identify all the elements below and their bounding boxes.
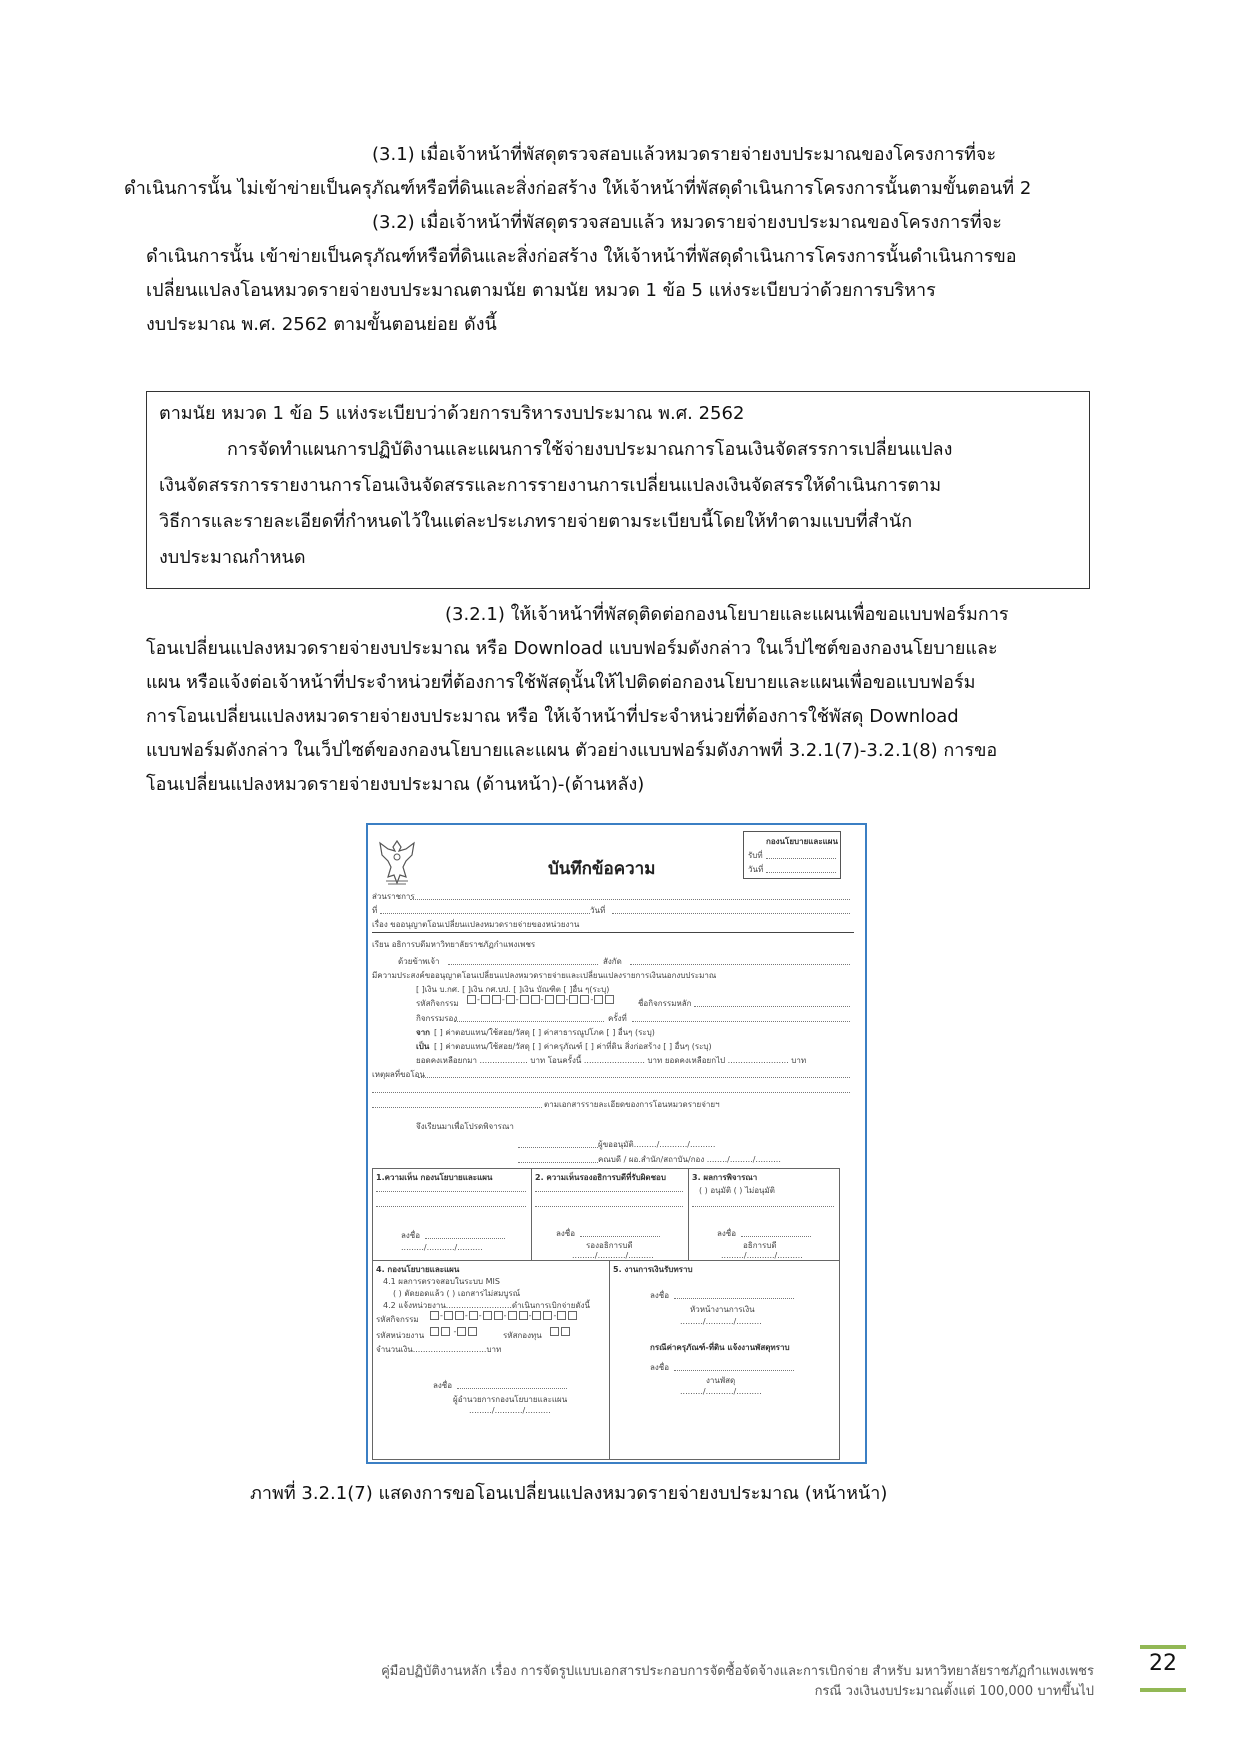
figure-caption: ภาพที่ 3.2.1(7) แสดงการขอโอนเปลี่ยนแปลงหมวดรายจ่ายงบประมาณ (หน้าหน้า) xyxy=(250,1483,888,1504)
section-5-date: ........./.........../.......... xyxy=(680,1317,762,1326)
section-3-title: 3. ผลการพิจารณา xyxy=(692,1173,758,1182)
requester-line: ผู้ขออนุมัติ........./.........../.......... xyxy=(598,1140,716,1149)
balance-line: ยอดคงเหลือยกมา ................... บาท โอนครั้งนี้ ........................ บาท ยอดคงเหลือยกไป ........................ บาท xyxy=(416,1056,807,1065)
section-4-1: 4.1 ผลการตรวจสอบในระบบ MIS xyxy=(383,1277,500,1286)
section-2-sign: ลงชื่อ xyxy=(556,1229,576,1238)
section-5-title: 5. งานการเงินรับทราบ xyxy=(613,1265,693,1274)
garuda-emblem-icon xyxy=(376,837,418,887)
page-number: 22 xyxy=(1149,1651,1177,1676)
policy-director-title: ผู้อำนวยการกองนโยบายและแผน xyxy=(453,1395,568,1404)
asset-case-line: กรณีค่าครุภัณฑ์-ที่ดิน แจ้งงานพัสดุทราบ xyxy=(650,1343,790,1352)
from-label: จาก xyxy=(416,1028,431,1037)
section-4-activity-code-boxes: - - - - - - xyxy=(429,1311,578,1320)
section-3-options: ( ) อนุมัติ ( ) ไม่อนุมัติ xyxy=(699,1186,775,1195)
from-options: [ ] ค่าตอบแทน/ใช้สอย/วัสดุ [ ] ค่าสาธารณูปโภค [ ] อื่นๆ (ระบุ) xyxy=(434,1028,655,1037)
vp-title: รองอธิการบดี xyxy=(586,1241,633,1250)
footer-line-2: กรณี วงเงินงบประมาณตั้งแต่ 100,000 บาทขึ้นไป xyxy=(814,1684,1094,1699)
section-4-2: 4.2 แจ้งหน่วยงาน..........................ดำเนินการเบิกจ่ายดังนี้ xyxy=(383,1301,591,1310)
page-number-top-bar xyxy=(1140,1645,1186,1649)
supply-sign: ลงชื่อ xyxy=(650,1363,670,1372)
to-line: เรียน อธิการบดีมหาวิทยาลัยราชภัฏกำแพงเพชร xyxy=(372,940,536,949)
ref-no-label: ที่ xyxy=(372,906,378,915)
section-4-date: ........./.........../.......... xyxy=(469,1406,551,1415)
reason-label: เหตุผลที่ขอโอน xyxy=(372,1070,425,1079)
para-3-2-line-1: (3.2) เมื่อเจ้าหน้าที่พัสดุตรวจสอบแล้ว หมวดรายจ่ายงบประมาณของโครงการที่จะ xyxy=(372,212,1002,233)
para-3-1-line-2: ดำเนินการนั้น ไม่เข้าข่ายเป็นครุภัณฑ์หรือที่ดินและสิ่งก่อสร้าง ให้เจ้าหน้าที่พัสดุดำเนินการโครงการนั้นตามขั้นตอนที่ 2 xyxy=(124,178,1032,199)
para-3-2-1-line-2: โอนเปลี่ยนแปลงหมวดรายจ่ายงบประมาณ หรือ Download แบบฟอร์มดังกล่าว ในเว็ปไซต์ของกองนโยบายและ xyxy=(146,638,998,659)
supply-date: ........./.........../.......... xyxy=(680,1387,762,1396)
section-1-cell xyxy=(372,1168,532,1261)
para-3-1-line-1: (3.1) เมื่อเจ้าหน้าที่พัสดุตรวจสอบแล้วหมวดรายจ่ายงบประมาณของโครงการที่จะ xyxy=(372,144,997,165)
quote-line-1: ตามนัย หมวด 1 ข้อ 5 แห่งระเบียบว่าด้วยการบริหารงบประมาณ พ.ศ. 2562 xyxy=(159,403,745,424)
subject-line: เรื่อง ขออนุญาตโอนเปลี่ยนแปลงหมวดรายจ่ายของหน่วยงาน xyxy=(372,920,580,929)
supply-title: งานพัสดุ xyxy=(706,1376,736,1385)
footer-line-1: คู่มือปฏิบัติงานหลัก เรื่อง การจัดรูปแบบเอกสารประกอบการจัดซื้อจัดจ้างและการเบิกจ่าย สำหรับ มหาวิทยาลัยราชภัฏกำแพงเพชร xyxy=(381,1664,1094,1679)
para-3-2-line-2: ดำเนินการนั้น เข้าข่ายเป็นครุภัณฑ์หรือที่ดินและสิ่งก่อสร้าง ให้เจ้าหน้าที่พัสดุดำเนินการโครงการนั้นดำเนินการขอ xyxy=(146,246,1017,267)
section-1-sign: ลงชื่อ xyxy=(401,1231,421,1240)
agency-label: ส่วนราชการ xyxy=(372,892,415,901)
finance-head-title: หัวหน้างานการเงิน xyxy=(690,1305,755,1314)
section-4-activity-code-label: รหัสกิจกรรม xyxy=(376,1315,419,1324)
president-title: อธิการบดี xyxy=(743,1241,777,1250)
times-label: ครั้งที่ xyxy=(608,1014,627,1023)
regulation-quote-box xyxy=(146,391,1090,589)
section-1-title: 1.ความเห็น กองนโยบายและแผน xyxy=(376,1173,493,1182)
recv-date-label: วันที่ xyxy=(748,865,764,874)
section-2-date: ........./.........../.......... xyxy=(572,1251,654,1260)
sub-activity-label: กิจกรรมรอง xyxy=(416,1014,458,1023)
para-3-2-line-4: งบประมาณ พ.ศ. 2562 ตามขั้นตอนย่อย ดังนี้ xyxy=(146,314,497,335)
to-options: [ ] ค่าตอบแทน/ใช้สอย/วัสดุ [ ] ค่าครุภัณฑ์ [ ] ค่าที่ดิน สิ่งก่อสร้าง [ ] อื่นๆ (ระบุ) xyxy=(434,1042,712,1051)
para-3-2-1-line-3: แผน หรือแจ้งต่อเจ้าหน้าที่ประจำหน่วยที่ต้องการใช้พัสดุนั้นให้ไปติดต่อกองนโยบายและแผนเพื่อขอแบบฟอร์ม xyxy=(146,672,976,693)
section-4-sign: ลงชื่อ xyxy=(433,1381,453,1390)
closing-line: จึงเรียนมาเพื่อโปรดพิจารณา xyxy=(416,1122,514,1131)
section-5-cell xyxy=(609,1260,840,1460)
section-4-cell xyxy=(372,1260,610,1460)
purpose-line: มีความประสงค์ขออนุญาตโอนเปลี่ยนแปลงหมวดรายจ่ายและเปลี่ยนแปลงรายการเงินนอกงบประมาณ xyxy=(372,971,717,980)
para-3-2-1-line-6: โอนเปลี่ยนแปลงหมวดรายจ่ายงบประมาณ (ด้านหน้า)-(ด้านหลัง) xyxy=(146,774,645,795)
fund-code-boxes xyxy=(549,1327,571,1336)
quote-line-3: เงินจัดสรรการรายงานการโอนเงินจัดสรรและการรายงานการเปลี่ยนแปลงเงินจัดสรรให้ดำเนินการตาม xyxy=(159,475,942,496)
quote-line-2: การจัดทำแผนการปฏิบัติงานและแผนการใช้จ่ายงบประมาณการโอนเงินจัดสรรการเปลี่ยนแปลง xyxy=(227,439,953,460)
date-label: วันที่ xyxy=(590,906,606,915)
para-3-2-line-3: เปลี่ยนแปลงโอนหมวดรายจ่ายงบประมาณตามนัย ตามนัย หมวด 1 ข้อ 5 แห่งระเบียบว่าด้วยการบริหาร xyxy=(146,280,936,301)
i-name-label: ด้วยข้าพเจ้า xyxy=(398,957,440,966)
fund-code-label: รหัสกองทุน xyxy=(503,1331,542,1340)
receipt-stamp-box xyxy=(743,831,841,879)
per-document-line: ตามเอกสารรายละเอียดของการโอนหมวดรายจ่ายฯ xyxy=(544,1100,720,1109)
para-3-2-1-line-5: แบบฟอร์มดังกล่าว ในเว็ปไซต์ของกองนโยบายและแผน ตัวอย่างแบบฟอร์มดังภาพที่ 3.2.1(7)-3.2.1(8) การขอ xyxy=(146,740,998,761)
memo-form-figure xyxy=(366,823,867,1464)
section-3-date: ........./.........../.......... xyxy=(721,1251,803,1260)
page-number-bottom-bar xyxy=(1140,1688,1186,1692)
section-5-sign: ลงชื่อ xyxy=(650,1291,670,1300)
section-1-date: ........./.........../.......... xyxy=(401,1243,483,1252)
affiliation-label: สังกัด xyxy=(603,957,622,966)
activity-code-boxes: - - - - - - xyxy=(466,995,615,1004)
section-3-sign: ลงชื่อ xyxy=(717,1229,737,1238)
to-category-label: เป็น xyxy=(416,1042,430,1051)
section-2-title: 2. ความเห็นรองอธิการบดีที่รับผิดชอบ xyxy=(535,1173,666,1182)
dean-line: คณบดี / ผอ.สำนัก/สถาบัน/กอง ......../........./.......... xyxy=(598,1155,781,1164)
section-3-cell xyxy=(688,1168,840,1261)
quote-line-4: วิธีการและรายละเอียดที่กำหนดไว้ในแต่ละประเภทรายจ่ายตามระเบียบนี้โดยให้ทำตามแบบที่สำนัก xyxy=(159,511,913,532)
activity-code-label: รหัสกิจกรรม xyxy=(416,999,459,1008)
main-activity-label: ชื่อกิจกรรมหลัก xyxy=(638,999,692,1008)
unit-code-label: รหัสหน่วยงาน xyxy=(376,1331,425,1340)
fund-options: [ ]เงิน บ.กศ. [ ]เงิน กศ.บป. [ ]เงิน บัณฑิต [ ]อื่น ๆ(ระบุ) xyxy=(416,985,610,994)
section-2-cell xyxy=(531,1168,689,1261)
section-4-title: 4. กองนโยบายและแผน xyxy=(376,1265,460,1274)
para-3-2-1-line-4: การโอนเปลี่ยนแปลงหมวดรายจ่ายงบประมาณ หรือ ให้เจ้าหน้าที่ประจำหน่วยที่ต้องการใช้พัสดุ Download xyxy=(146,706,959,727)
recv-no-label: รับที่ xyxy=(748,851,763,860)
para-3-2-1-line-1: (3.2.1) ให้เจ้าหน้าที่พัสดุติดต่อกองนโยบายและแผนเพื่อขอแบบฟอร์มการ xyxy=(445,604,1009,625)
section-4-1-options: ( ) ตัดยอดแล้ว ( ) เอกสารไม่สมบูรณ์ xyxy=(393,1289,521,1298)
amount-line: จำนวนเงิน.............................บาท xyxy=(376,1345,502,1354)
recv-unit: กองนโยบายและแผน xyxy=(766,837,838,846)
memo-title: บันทึกข้อความ xyxy=(548,859,656,879)
quote-line-5: งบประมาณกำหนด xyxy=(159,547,306,568)
unit-code-boxes: - xyxy=(429,1327,478,1336)
